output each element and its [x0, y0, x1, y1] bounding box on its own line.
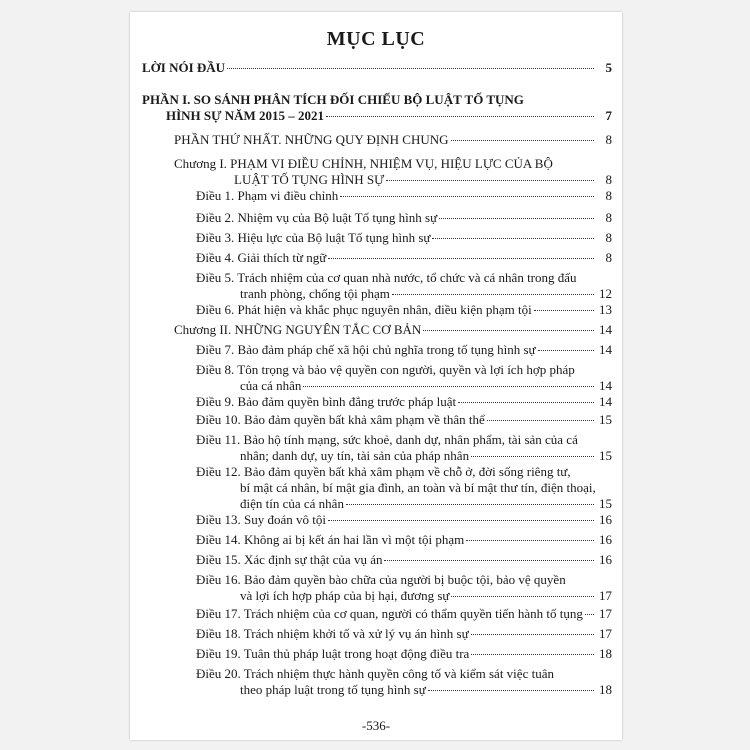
toc-page-number: 16	[599, 552, 612, 567]
toc-entry[interactable]	[196, 666, 612, 698]
toc-entry[interactable]	[174, 156, 612, 188]
toc-entry-text: Điều 18. Trách nhiệm khởi tố và xử lý vụ án hình sự	[196, 626, 469, 641]
page-title: MỤC LỤC	[326, 28, 426, 50]
dot-leader	[346, 504, 594, 505]
toc-entry-text: Điều 5. Trách nhiệm của cơ quan nhà nước, tổ chức và cá nhân trong đấu	[196, 270, 577, 285]
toc-page-number: 5	[605, 60, 612, 75]
dot-leader	[538, 350, 594, 351]
toc-page-number: 13	[599, 302, 612, 317]
toc-entry[interactable]	[196, 626, 612, 642]
toc-page-number: 14	[599, 322, 612, 337]
toc-page-number: 16	[599, 532, 612, 547]
toc-entry[interactable]	[196, 552, 612, 568]
page-number: -536-	[361, 718, 391, 733]
toc-page-number: 16	[599, 512, 612, 527]
document-page	[130, 12, 622, 740]
toc-entry-text: bí mật cá nhân, bí mật gia đình, an toàn và bí mật thư tín, điện thoại,	[240, 480, 596, 495]
table-of-contents	[130, 12, 622, 740]
dot-leader	[471, 634, 594, 635]
toc-entry-text: Điều 19. Tuân thủ pháp luật trong hoạt động điều tra	[196, 646, 470, 661]
toc-page-number: 18	[599, 646, 612, 661]
toc-page-number: 14	[599, 378, 612, 393]
dot-leader	[328, 258, 594, 259]
toc-entry[interactable]	[196, 606, 612, 622]
dot-leader	[534, 310, 594, 311]
toc-page-number: 8	[605, 172, 612, 187]
toc-entry-text: Điều 20. Trách nhiệm thực hành quyền công tố và kiểm sát việc tuân	[196, 666, 554, 681]
toc-entry-text: HÌNH SỰ NĂM 2015 – 2021	[166, 108, 325, 123]
toc-entry[interactable]	[196, 646, 612, 662]
dot-leader	[471, 654, 594, 655]
toc-page-number: 8	[605, 250, 612, 265]
toc-page-number: 8	[605, 210, 612, 225]
toc-entry[interactable]	[196, 230, 612, 246]
toc-entry[interactable]	[196, 342, 612, 358]
dot-leader	[451, 596, 594, 597]
dot-leader	[439, 218, 594, 219]
toc-entry-text: Điều 14. Không ai bị kết án hai lần vì một tội phạm	[196, 532, 465, 547]
toc-page-number: 14	[599, 394, 612, 409]
toc-entry-text: Điều 12. Bảo đảm quyền bất khả xâm phạm về chỗ ở, đời sống riêng tư,	[196, 464, 571, 479]
toc-entry-text: LUẬT TỐ TỤNG HÌNH SỰ	[234, 172, 385, 187]
dot-leader	[432, 238, 594, 239]
dot-leader	[471, 456, 594, 457]
toc-page-number: 15	[599, 448, 612, 463]
dot-leader	[386, 180, 594, 181]
dot-leader	[458, 402, 594, 403]
toc-entry[interactable]	[196, 210, 612, 226]
dot-leader	[428, 690, 594, 691]
toc-entry[interactable]	[196, 250, 612, 266]
toc-page-number: 15	[599, 496, 612, 511]
dot-leader	[392, 294, 594, 295]
dot-leader	[466, 540, 594, 541]
toc-entry-text: Điều 13. Suy đoán vô tội	[196, 512, 326, 527]
toc-entry-text: và lợi ích hợp pháp của bị hại, đương sự	[240, 588, 450, 603]
toc-entry-text: Điều 15. Xác định sự thật của vụ án	[196, 552, 383, 567]
toc-page-number: 8	[605, 132, 612, 147]
toc-page-number: 12	[599, 286, 612, 301]
toc-entry-text: Điều 3. Hiệu lực của Bộ luật Tố tụng hình sự	[196, 230, 431, 245]
toc-page-number: 18	[599, 682, 612, 697]
dot-leader	[487, 420, 594, 421]
toc-entry-text: Điều 4. Giải thích từ ngữ	[196, 250, 327, 265]
toc-page-number: 8	[605, 188, 612, 203]
toc-entry-text: PHẦN I. SO SÁNH PHÂN TÍCH ĐỐI CHIẾU BỘ LUẬT TỐ TỤNG	[142, 92, 524, 107]
toc-entry-text: của cá nhân	[240, 378, 302, 393]
toc-entry[interactable]	[196, 412, 612, 428]
toc-entry[interactable]	[196, 572, 612, 604]
dot-leader	[227, 68, 594, 69]
toc-entry[interactable]	[196, 394, 612, 410]
toc-entry-text: Điều 7. Bảo đảm pháp chế xã hội chủ nghĩa trong tố tụng hình sự	[196, 342, 536, 357]
toc-entry-text: Điều 6. Phát hiện và khắc phục nguyên nhân, điều kiện phạm tội	[196, 302, 532, 317]
toc-entry-text: Điều 9. Bảo đảm quyền bình đẳng trước pháp luật	[196, 394, 457, 409]
dot-leader	[451, 140, 594, 141]
toc-entry[interactable]	[174, 322, 612, 338]
toc-entry-text: Chương II. NHỮNG NGUYÊN TẮC CƠ BẢN	[174, 322, 422, 337]
toc-entry-text: điện tín của cá nhân	[240, 496, 344, 511]
toc-entry-text: Điều 1. Phạm vi điều chỉnh	[196, 188, 339, 203]
toc-entry-text: PHẦN THỨ NHẤT. NHỮNG QUY ĐỊNH CHUNG	[174, 132, 449, 147]
toc-entry[interactable]	[142, 60, 612, 76]
toc-entry-text: Chương I. PHẠM VI ĐIỀU CHỈNH, NHIỆM VỤ, HIỆU LỰC CỦA BỘ	[174, 156, 553, 171]
toc-page-number: 17	[599, 626, 612, 641]
dot-leader	[303, 386, 594, 387]
toc-entry[interactable]	[196, 270, 612, 302]
toc-entry-text: Điều 8. Tôn trọng và bảo vệ quyền con người, quyền và lợi ích hợp pháp	[196, 362, 575, 377]
toc-entry[interactable]	[196, 512, 612, 528]
dot-leader	[585, 614, 594, 615]
toc-page-number: 8	[605, 230, 612, 245]
dot-leader	[423, 330, 594, 331]
toc-page-number: 7	[605, 108, 612, 123]
toc-entry-text: LỜI NÓI ĐẦU	[142, 60, 226, 75]
toc-entry-text: tranh phòng, chống tội phạm	[240, 286, 390, 301]
toc-entry[interactable]	[196, 302, 612, 318]
dot-leader	[384, 560, 594, 561]
dot-leader	[340, 196, 594, 197]
toc-entry[interactable]	[196, 432, 612, 464]
toc-entry[interactable]	[196, 362, 612, 394]
toc-entry-text: theo pháp luật trong tố tụng hình sự	[240, 682, 426, 697]
toc-entry-text: Điều 10. Bảo đảm quyền bất khả xâm phạm về thân thể	[196, 412, 485, 427]
toc-entry[interactable]	[196, 464, 612, 512]
dot-leader	[328, 520, 594, 521]
toc-entry[interactable]	[174, 132, 612, 148]
toc-page-number: 14	[599, 342, 612, 357]
toc-entry[interactable]	[142, 92, 612, 124]
dot-leader	[326, 116, 594, 117]
toc-page-number: 17	[599, 606, 612, 621]
toc-entry-text: Điều 16. Bảo đảm quyền bào chữa của người bị buộc tội, bảo vệ quyền	[196, 572, 566, 587]
toc-entry-text: nhân; danh dự, uy tín, tài sản của pháp nhân	[240, 448, 470, 463]
toc-page-number: 17	[599, 588, 612, 603]
toc-entry[interactable]	[196, 532, 612, 548]
toc-entry-text: Điều 17. Trách nhiệm của cơ quan, người có thẩm quyền tiến hành tố tụng	[196, 606, 583, 621]
toc-entry-text: Điều 2. Nhiệm vụ của Bộ luật Tố tụng hình sự	[196, 210, 438, 225]
toc-entry-text: Điều 11. Bảo hộ tính mạng, sức khoẻ, danh dự, nhân phẩm, tài sản của cá	[196, 432, 578, 447]
toc-page-number: 15	[599, 412, 612, 427]
toc-entry[interactable]	[196, 188, 612, 204]
